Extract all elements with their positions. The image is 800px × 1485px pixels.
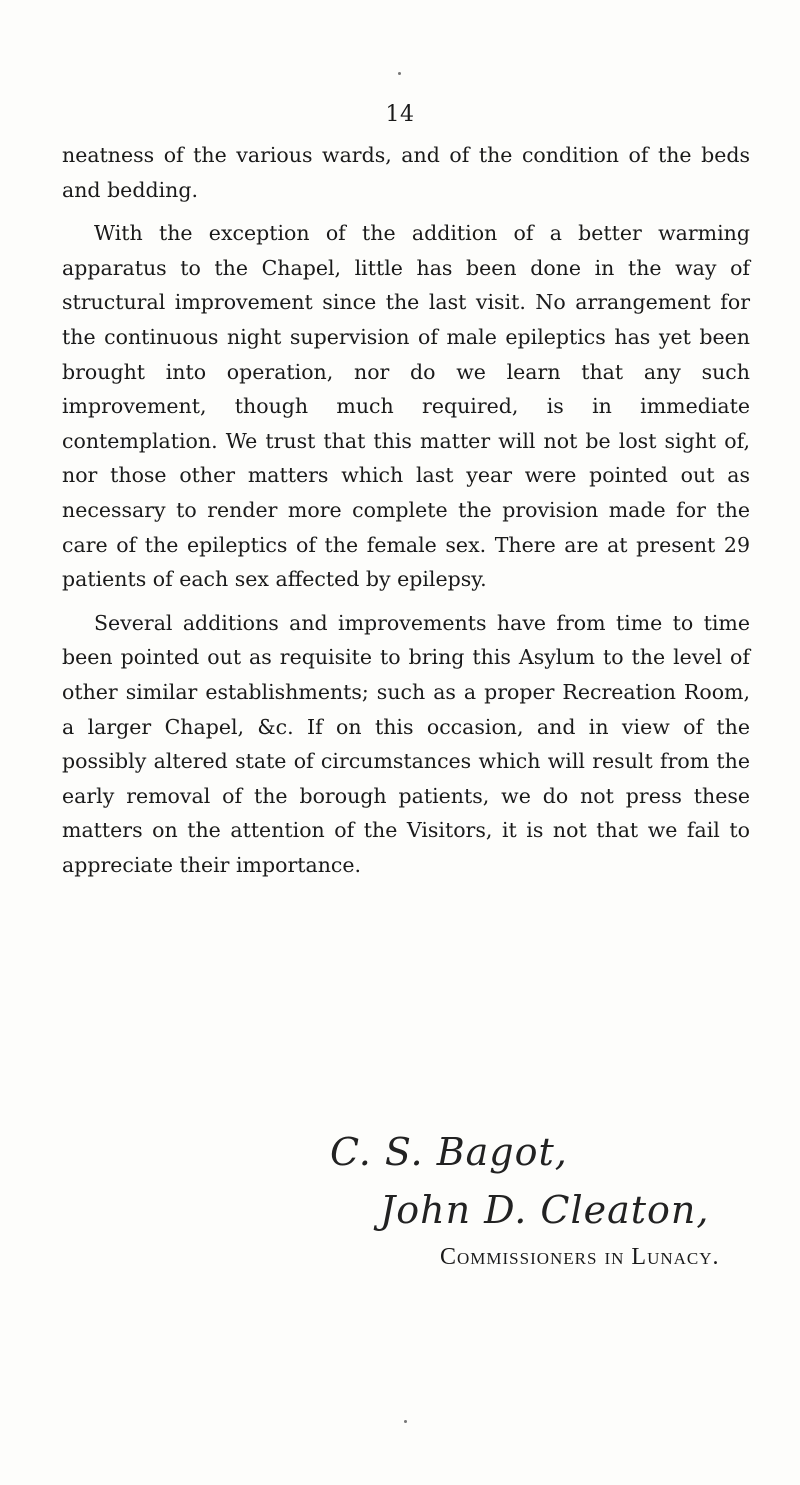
- signature-bagot: C. S. Bagot,: [330, 1130, 568, 1174]
- commissioners-title: Commissioners in Lunacy.: [440, 1244, 720, 1270]
- paragraph-2: With the exception of the addition of a better warming apparatus to the Chapel, little has been done in the way of structural improvement since the last visit. No arrangement for the continuous night supervision of male epileptics has yet been brought into operation, nor do we learn that any such improvement, though much required, is in immediate contemplation. We trust that this matter will not be lost sight of, nor those other matters which last year were pointed out as necessary to render more complete the provision made for the care of the epileptics of the female sex. There are at present 29 patients of each sex affected by epilepsy.: [62, 221, 750, 592]
- paper-speck: [398, 72, 401, 75]
- body-text: [62, 138, 750, 891]
- paragraph-1: neatness of the various wards, and of the condition of the beds and bedding.: [62, 143, 750, 202]
- paragraph-3: Several additions and improvements have from time to time been pointed out as requisite to bring this Asylum to the level of other similar establishments; such as a proper Recreation Room, a larger Chapel, &c. If on this occasion, and in view of the possibly altered state of circumstances which will result from the early removal of the borough patients, we do not press these matters on the attention of the Visitors, it is not that we fail to appreciate their importance.: [62, 610, 750, 877]
- signature-cleaton: John D. Cleaton,: [380, 1188, 710, 1232]
- page-number: 14: [385, 102, 415, 127]
- paper-speck: [404, 1420, 407, 1423]
